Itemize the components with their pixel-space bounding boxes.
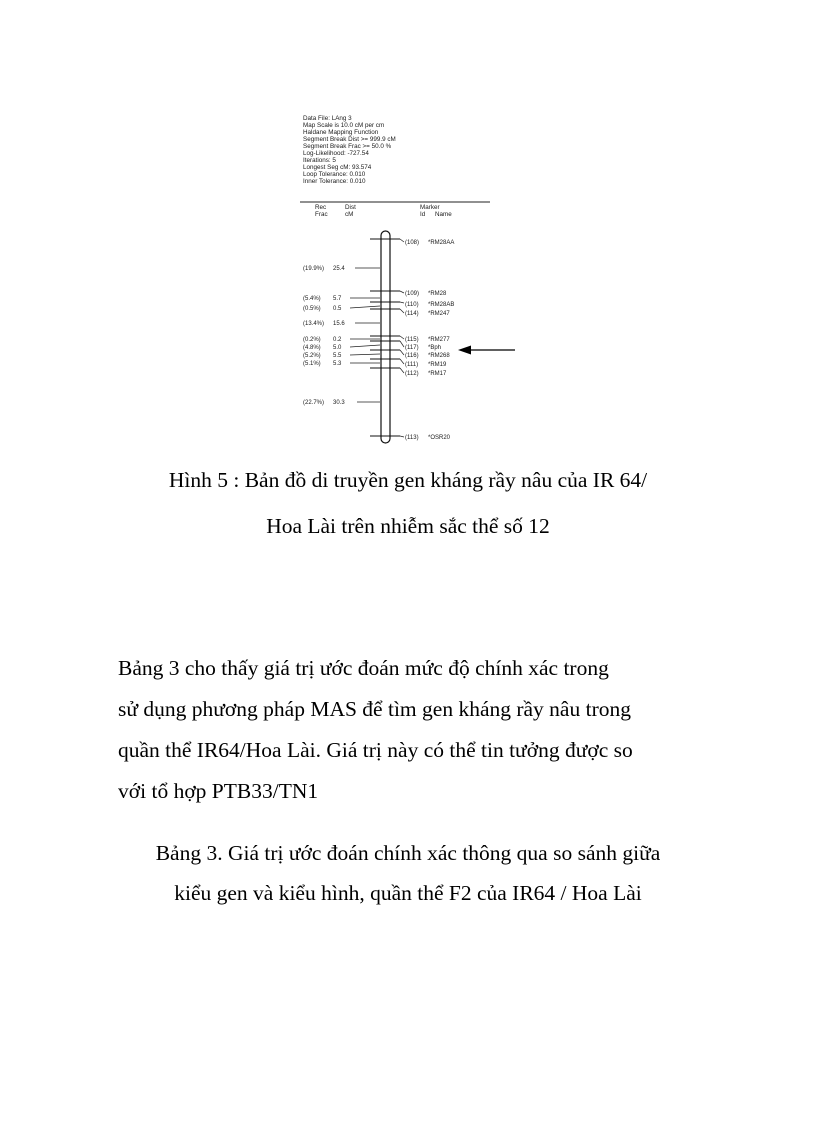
marker-name: *RM28AA: [428, 240, 455, 246]
interval-dist: 0.5: [333, 306, 342, 312]
col-dist: Dist: [345, 204, 356, 211]
marker-name: *RM19: [428, 362, 447, 368]
interval-rec: (22.7%): [303, 400, 325, 406]
marker-id: (111): [405, 362, 419, 368]
paragraph-line: với tổ hợp PTB33/TN1: [118, 779, 319, 803]
interval-dist: 5.7: [333, 296, 342, 302]
marker-id: (109): [405, 291, 420, 297]
marker-name: *Bph: [428, 345, 442, 351]
col-id: Id: [420, 211, 426, 218]
map-header: [300, 115, 490, 218]
header-line: Inner Tolerance: 0.010: [303, 178, 366, 185]
marker-name: *RM247: [428, 311, 450, 317]
table-caption-line-1: Bảng 3. Giá trị ước đoán chính xác thông qua so sánh giữa: [155, 841, 661, 865]
interval-tick: [350, 354, 380, 355]
marker-name: *RM28: [428, 291, 447, 297]
marker-name: *RM28AB: [428, 302, 455, 308]
interval-rec: (5.2%): [303, 353, 321, 359]
interval-dist: 5.0: [333, 345, 342, 351]
figure-caption-line-1: Hình 5 : Bản đồ di truyền gen kháng rầy nâu của IR 64/: [168, 468, 648, 492]
interval-dist: 5.5: [333, 353, 342, 359]
bph-arrow-icon: [458, 346, 515, 355]
marker-id: (114): [405, 311, 419, 317]
paragraph-line: Bảng 3 cho thấy giá trị ước đoán mức độ chính xác trong: [118, 656, 609, 680]
figure-caption-line-2: Hoa Lài trên nhiễm sắc thể số 12: [266, 514, 550, 538]
interval-rec: (4.8%): [303, 345, 321, 351]
interval-tick: [350, 345, 380, 347]
paragraph-line: quần thể IR64/Hoa Lài. Giá trị này có thể tin tưởng được so: [118, 738, 633, 762]
body-paragraph: [118, 648, 728, 812]
header-line: Map Scale is 10.0 cM per cm: [303, 122, 385, 129]
header-line: Segment Break Frac >= 50.0 %: [303, 143, 392, 150]
interval-dist: 15.6: [333, 321, 345, 327]
paragraph-line: sử dụng phương pháp MAS để tìm gen kháng rầy nâu trong: [118, 697, 631, 721]
interval-rec: (5.1%): [303, 361, 321, 367]
marker-id: (115): [405, 337, 419, 343]
interval-rec: (13.4%): [303, 321, 325, 327]
interval-rec: (5.4%): [303, 296, 321, 302]
genetic-linkage-map: [0, 0, 816, 460]
interval-dist: 0.2: [333, 337, 342, 343]
marker-id: (113): [405, 435, 419, 441]
header-line: Iterations: 5: [303, 157, 336, 164]
header-line: Log-Likelihood: -727.54: [303, 150, 369, 157]
interval-rec: (19.9%): [303, 266, 325, 272]
marker-id: (110): [405, 302, 419, 308]
interval-dist: 5.3: [333, 361, 342, 367]
col-dist-2: cM: [345, 211, 354, 218]
interval-labels: [303, 266, 380, 406]
header-line: Segment Break Dist >= 999.9 cM: [303, 136, 396, 143]
header-line: Loop Tolerance: 0.010: [303, 171, 366, 178]
marker-id: (108): [405, 240, 420, 246]
interval-dist: 25.4: [333, 266, 345, 272]
header-line: Data File: LAng 3: [303, 115, 352, 122]
table-caption-line-2: kiểu gen và kiểu hình, quần thể F2 của IR64 / Hoa Lài: [174, 881, 642, 905]
col-marker: Marker: [420, 204, 440, 211]
chromosome-bar: [381, 231, 390, 443]
col-rec-2: Frac: [315, 211, 328, 218]
marker-labels: [405, 240, 454, 441]
col-name: Name: [435, 211, 452, 218]
marker-id: (112): [405, 371, 419, 377]
header-line: Longest Seg cM: 93.574: [303, 164, 372, 171]
interval-tick: [350, 306, 380, 308]
marker-name: *RM277: [428, 337, 450, 343]
header-line: Haldane Mapping Function: [303, 129, 379, 136]
marker-leaders: [400, 239, 404, 437]
col-rec: Rec: [315, 204, 327, 211]
marker-id: (116): [405, 353, 419, 359]
marker-name: *RM17: [428, 371, 447, 377]
marker-name: *OSR20: [428, 435, 451, 441]
interval-dist: 30.3: [333, 400, 345, 406]
marker-name: *RM268: [428, 353, 450, 359]
interval-rec: (0.5%): [303, 306, 321, 312]
interval-rec: (0.2%): [303, 337, 321, 343]
marker-id: (117): [405, 345, 419, 351]
